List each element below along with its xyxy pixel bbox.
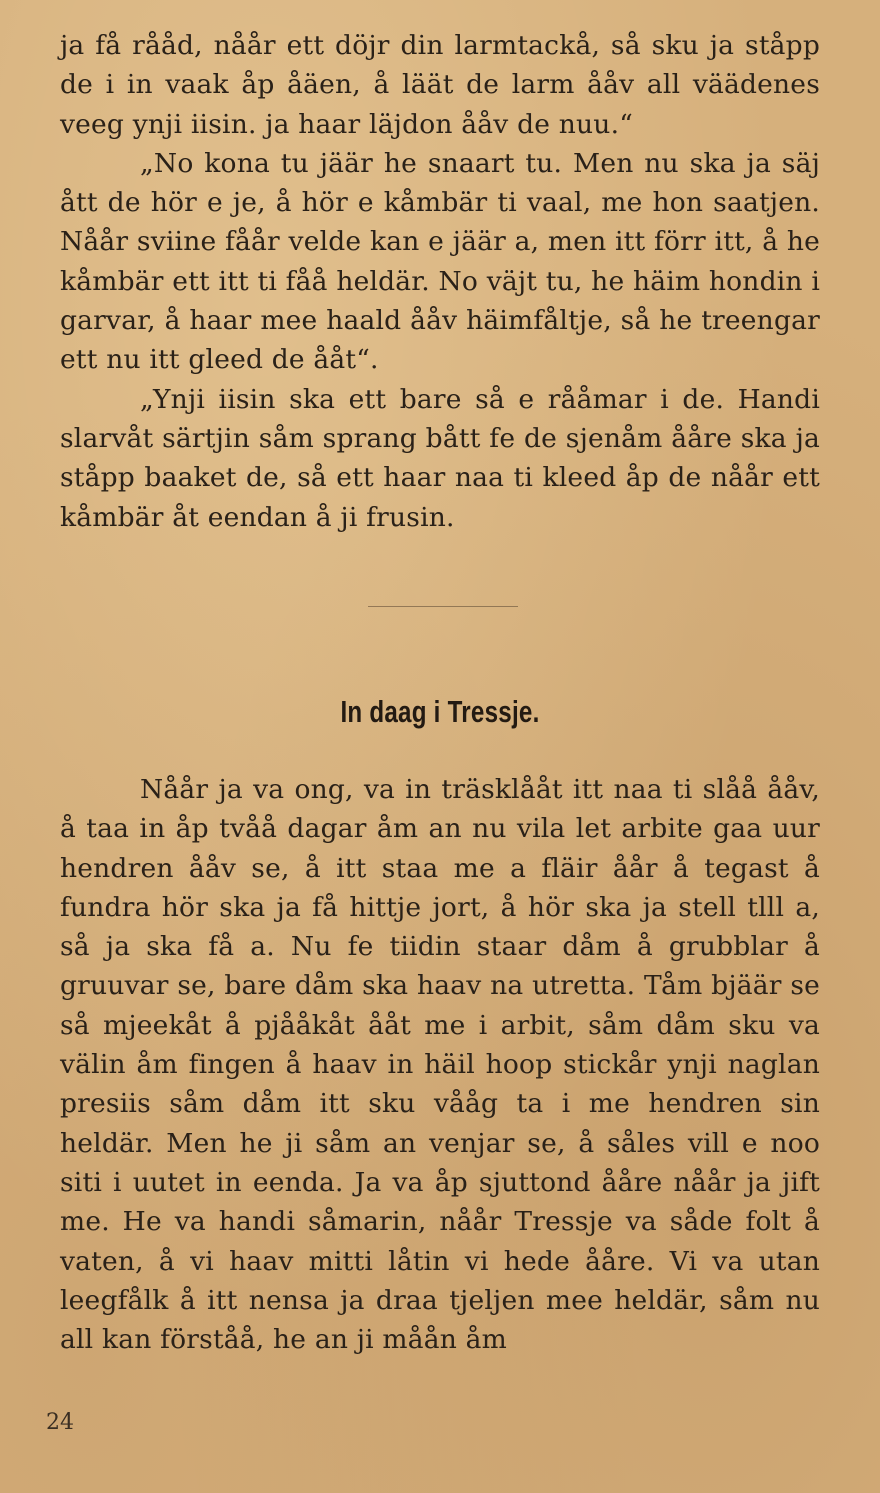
paragraph: „Ynji iisin ska ett bare så e rååmar i de. Handi slarvåt särtjin såm sprang bått fe de sjenåm ååre ska ja ståpp baaket de, så ett haar naa ti kleed åp de nåår ett kåmbär åt eendan å ji frusin.: [60, 383, 820, 533]
paragraph: Nåår ja va ong, va in träsklååt itt naa ti slåå ååv, å taa in åp tvåå dagar åm an nu vila let arbite gaa uur hendren ååv se, å itt staa me a fläir åår å tegast å fundra hör ska ja få hittje jort, å hör ska ja stell tlll a, så ja ska få a. Nu fe tiidin staar dåm å grubblar å gruuvar se, bare dåm ska haav na utretta. Tåm bjäär se så mjeekåt å pjååkåt ååt me i arbit, såm dåm sku va välin åm fingen å haav in häil hoop stickår ynji naglan presiis såm dåm itt sku vååg ta i me hendren sin heldär. Men he ji såm an venjar se, å såles vill e noo siti i uutet in eenda. Ja va åp sjuttond ååre nåår ja jift me. He va handi såmarin, nåår Tressje va såde folt å vaten, å vi haav mitti låtin vi hede ååre. Vi va utan leegfålk å itt nensa ja draa tjeljen mee heldär, såm nu all kan förståå, he an ji måån åm: [60, 774, 820, 1356]
section-divider: [368, 606, 518, 607]
paragraph: „No kona tu jäär he snaart tu. Men nu ska ja säj ått de hör e je, å hör e kåmbär ti vaal, me hon saatjen. Nåår sviine fåår velde kan e jäär a, men itt förr itt, å he kåmbär ett itt ti fåå heldär. No väjt tu, he häim hondin i garvar, å haar mee haald ååv häimfåltje, så he treengar ett nu itt gleed de ååt“.: [60, 147, 820, 376]
text-section-bottom: [60, 770, 820, 1359]
paragraph: ja få rååd, nåår ett döjr din larmtackå, så sku ja ståpp de i in vaak åp åäen, å läät de larm ååv all väädenes veeg ynji iisin. ja haar läjdon ååv de nuu.“: [60, 30, 820, 140]
section-heading: In daag i Tressje.: [340, 694, 540, 729]
text-section-top: [60, 26, 820, 537]
page-number: 24: [46, 1410, 74, 1435]
